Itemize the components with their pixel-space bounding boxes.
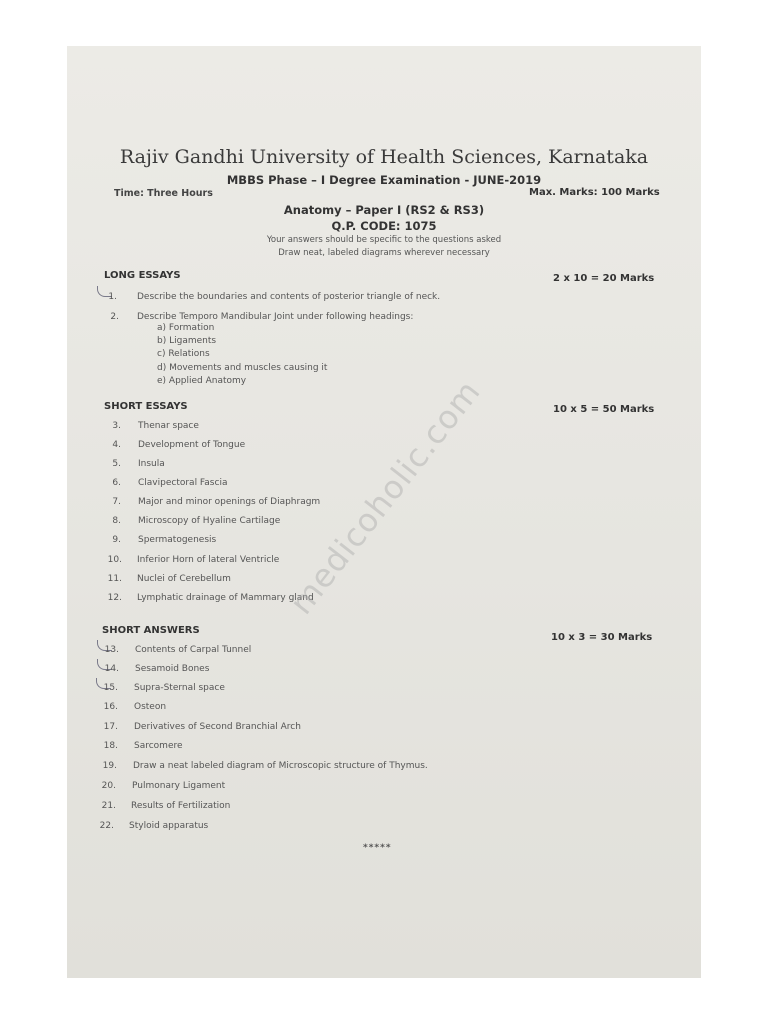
question-number: 17. [103, 722, 118, 732]
question-text: Pulmonary Ligament [132, 781, 226, 791]
watermark: medicoholic.com [281, 372, 489, 622]
qp-code: Q.P. CODE: 1075 [331, 219, 437, 233]
question-number: 20. [101, 781, 116, 791]
short-answers-marks: 10 x 3 = 30 Marks [551, 632, 653, 643]
question-number: 4. [112, 440, 121, 450]
question-text: Nuclei of Cerebellum [137, 574, 231, 584]
question-number: 6. [112, 478, 121, 488]
short-answers-title: SHORT ANSWERS [102, 625, 200, 636]
question-number: 13. [104, 645, 119, 655]
long-essays-title: LONG ESSAYS [104, 270, 181, 281]
question-text: Sarcomere [134, 741, 183, 751]
question-number: 19. [102, 761, 117, 771]
question-number: 12. [107, 593, 122, 603]
question-text: Thenar space [138, 421, 199, 431]
university-title: Rajiv Gandhi University of Health Sciences, Karnataka [119, 146, 649, 168]
question-number: 8. [112, 516, 121, 526]
short-essays-marks: 10 x 5 = 50 Marks [553, 404, 655, 415]
question-number: 11. [107, 574, 122, 584]
question-text: Styloid apparatus [129, 821, 209, 831]
question-text: Supra-Sternal space [134, 683, 225, 693]
exam-paper [67, 46, 701, 978]
paper-title: Anatomy – Paper I (RS2 & RS3) [283, 203, 485, 217]
question-text: Inferior Horn of lateral Ventricle [137, 555, 280, 565]
question-number: 3. [112, 421, 121, 431]
question-number: 9. [112, 535, 121, 545]
end-mark: ***** [363, 843, 392, 853]
question-text: Sesamoid Bones [135, 664, 210, 674]
short-essays-title: SHORT ESSAYS [104, 401, 188, 412]
question-text: Draw a neat labeled diagram of Microscopic structure of Thymus. [133, 761, 428, 771]
sub-heading: a) Formation [157, 323, 215, 333]
question-text: Results of Fertilization [131, 801, 231, 811]
question-number: 5. [112, 459, 121, 469]
max-marks: Max. Marks: 100 Marks [529, 187, 660, 198]
sub-heading: d) Movements and muscles causing it [157, 363, 328, 373]
question-text: Spermatogenesis [138, 535, 217, 545]
question-number: 2. [110, 312, 119, 322]
question-number: 1. [108, 292, 117, 302]
question-number: 21. [101, 801, 116, 811]
question-text: Insula [138, 459, 165, 469]
question-text: Osteon [134, 702, 167, 712]
question-text: Describe Temporo Mandibular Joint under following headings: [137, 312, 414, 322]
long-essays-marks: 2 x 10 = 20 Marks [553, 273, 655, 284]
question-number: 10. [107, 555, 122, 565]
question-number: 16. [103, 702, 118, 712]
question-text: Microscopy of Hyaline Cartilage [138, 516, 281, 526]
question-number: 15. [103, 683, 118, 693]
exam-time: Time: Three Hours [114, 188, 213, 199]
question-text: Derivatives of Second Branchial Arch [134, 722, 301, 732]
question-number: 14. [104, 664, 119, 674]
question-text: Contents of Carpal Tunnel [135, 645, 252, 655]
question-text: Lymphatic drainage of Mammary gland [137, 593, 314, 603]
exam-title: MBBS Phase – I Degree Examination - JUNE-2019 [226, 173, 542, 187]
question-text: Major and minor openings of Diaphragm [138, 497, 321, 507]
sub-heading: e) Applied Anatomy [157, 376, 247, 386]
instruction-diagrams: Draw neat, labeled diagrams wherever necessary [278, 248, 490, 258]
question-number: 22. [99, 821, 114, 831]
question-text: Clavipectoral Fascia [138, 478, 228, 488]
question-number: 7. [112, 497, 121, 507]
question-number: 18. [103, 741, 118, 751]
sub-heading: b) Ligaments [157, 336, 217, 346]
sub-heading: c) Relations [157, 349, 210, 359]
question-text: Describe the boundaries and contents of posterior triangle of neck. [137, 292, 441, 302]
question-text: Development of Tongue [138, 440, 246, 450]
instruction-specific: Your answers should be specific to the questions asked [266, 235, 502, 245]
